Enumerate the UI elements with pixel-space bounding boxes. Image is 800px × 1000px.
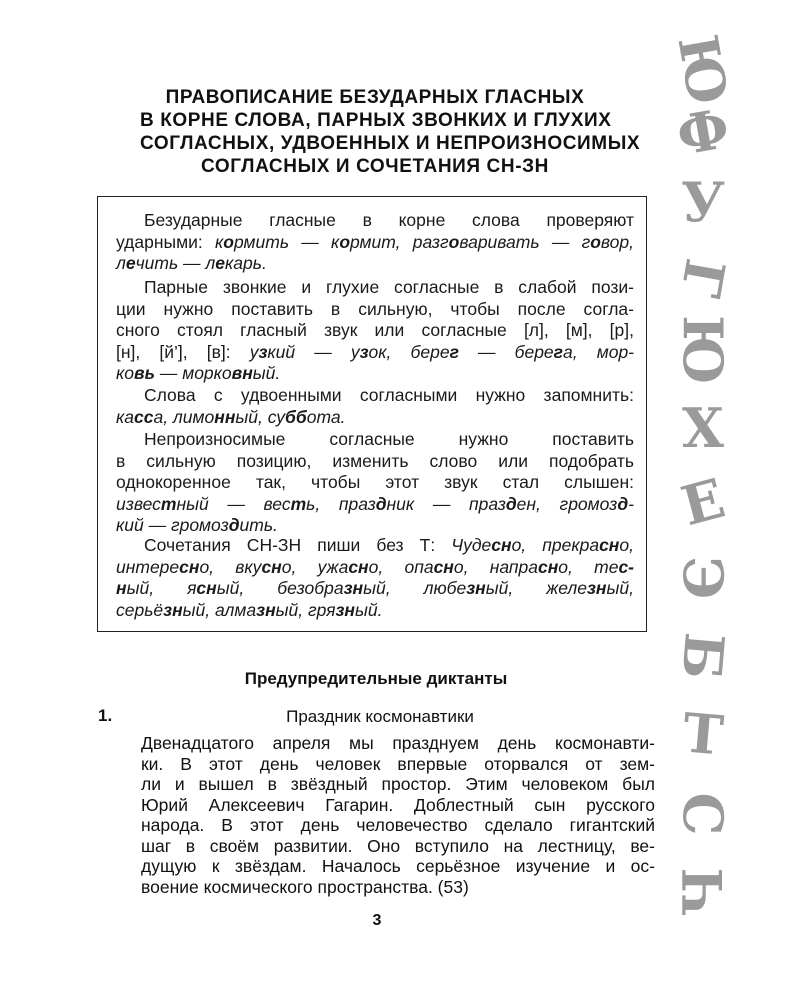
text-line: шаг в своём развитии. Оно вступило на лестницу, ве-: [141, 835, 655, 856]
rule-line: однокоренное так, чтобы этот звук стал слышен:: [116, 472, 634, 493]
rule-line: ковь — морковный.: [116, 363, 281, 384]
rule-line: сного стоял гласный звук или согласные [л], [м], [р],: [116, 320, 634, 341]
decorative-letter: Ф: [672, 96, 734, 168]
text-line: Юрий Алексеевич Гагарин. Доблестный сын русского: [141, 794, 655, 815]
decorative-letter: Х: [682, 396, 724, 460]
rule-line: известный — весть, праздник — празден, громозд-: [116, 493, 634, 514]
text-line: народа. В этот день человечество сделало гигантский: [141, 815, 655, 835]
text-line: воение космического пространства. (53): [141, 876, 469, 897]
decorative-letter: Э: [671, 556, 735, 600]
rule-paragraph-3: [116, 385, 634, 428]
rule-line: серьёзный, алмазный, грязный.: [116, 599, 383, 620]
rule-line: Непроизносимые согласные нужно поставить: [144, 429, 634, 449]
text-line: Двенадцатого апреля мы празднуем день космонавти-: [141, 733, 655, 753]
decorative-letter: Е: [674, 465, 732, 539]
rule-line: ударными: кормить — кормит, разговаривать — говор,: [116, 231, 634, 252]
decorative-letters-column: [665, 30, 748, 990]
title-line: СОГЛАСНЫХ, УДВОЕННЫХ И НЕПРОИЗНОСИМЫХ: [140, 133, 641, 154]
title-line: ПРАВОПИСАНИЕ БЕЗУДАРНЫХ ГЛАСНЫХ: [165, 87, 585, 108]
decorative-letter: Б: [669, 630, 737, 682]
text-line: дущую к звёздам. Началось серьёзное изучение и ос-: [141, 856, 655, 876]
rule-line: Парные звонкие и глухие согласные в слабой пози-: [144, 277, 634, 297]
exercise-number: 1.: [98, 706, 113, 725]
rule-line: ный, ясный, безобразный, любезный, железный,: [116, 578, 634, 599]
rule-line: Сочетания СН-ЗН пиши без Т: Чудесно, прекрасно,: [144, 535, 634, 555]
rule-line: [н], [й’], [в]: узкий — узок, берег — берега, мор-: [116, 341, 635, 362]
decorative-letter: Ч: [671, 867, 735, 917]
page-title: [140, 86, 641, 178]
exercise-text: [141, 733, 655, 897]
rule-line: лечить — лекарь.: [116, 253, 267, 274]
rule-line: кий — громоздить.: [116, 515, 278, 536]
title-line: СОГЛАСНЫХ И СОЧЕТАНИЯ СН-ЗН: [201, 156, 549, 177]
rule-paragraph-4: [116, 429, 634, 537]
section-title: Предупредительные диктанты: [244, 669, 508, 688]
decorative-letter: Ю: [671, 315, 735, 385]
text-line: ли и вышел в звёздный простор. Этим человеком был: [141, 774, 655, 794]
rule-line: касса, лимонный, суббота.: [116, 406, 346, 427]
decorative-letter: Ю: [665, 30, 741, 110]
rule-line: в сильную позицию, изменить слово или подобрать: [116, 450, 634, 471]
decorative-letter: Т: [680, 700, 726, 768]
rule-line: интересно, вкусно, ужасно, опасно, напрасно, тес-: [116, 556, 634, 577]
rule-line: ции нужно поставить в сильную, чтобы после согла-: [116, 298, 634, 319]
exercise-title: Праздник космонавтики: [286, 707, 474, 726]
title-line: В КОРНЕ СЛОВА, ПАРНЫХ ЗВОНКИХ И ГЛУХИХ: [140, 110, 612, 131]
decorative-letter: У: [681, 170, 725, 234]
text-line: ки. В этот день человек впервые оторвался от зем-: [141, 753, 655, 774]
decorative-letter: Г: [668, 254, 738, 302]
rule-paragraph-5: [116, 535, 634, 621]
decorative-letter: С: [671, 792, 735, 836]
rule-paragraph-1: [116, 210, 634, 275]
rule-paragraph-2: [116, 277, 634, 385]
rule-line: Слова с удвоенными согласными нужно запомнить:: [144, 385, 634, 405]
rule-line: Безударные гласные в корне слова проверяют: [144, 210, 634, 230]
page-number: 3: [372, 912, 382, 929]
